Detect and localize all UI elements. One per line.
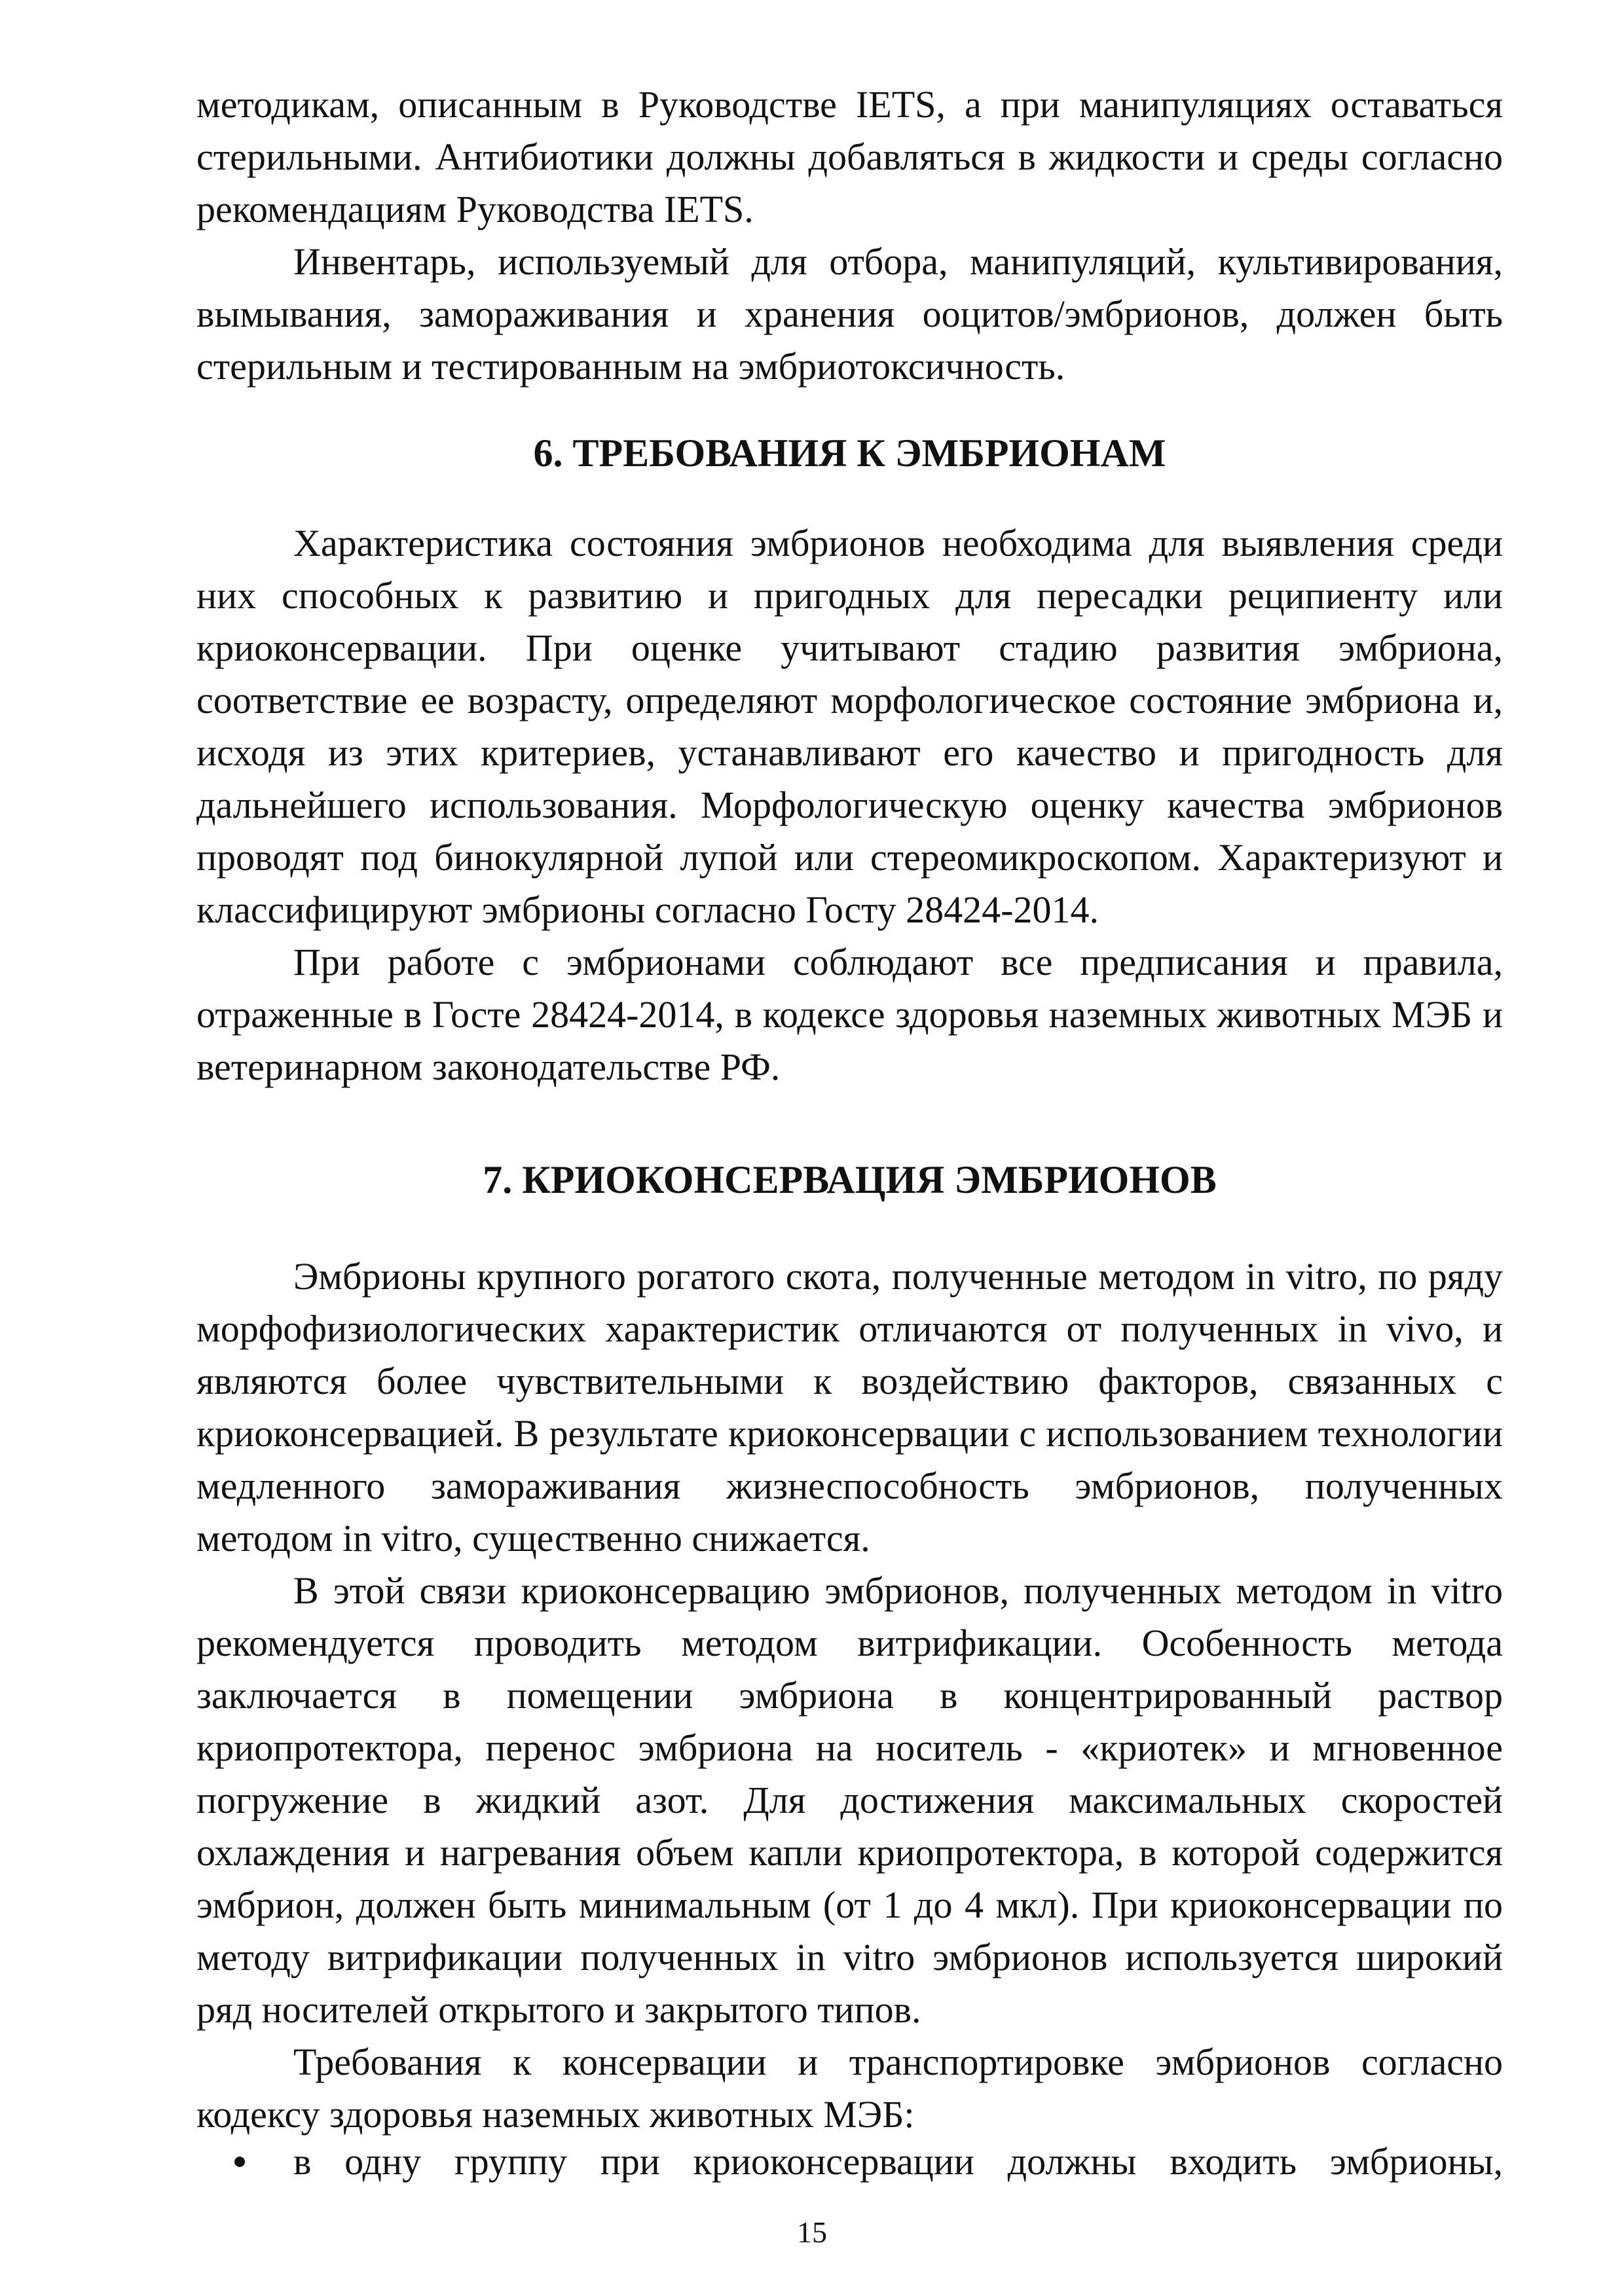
paragraph-6-line-4: криопротектора, перенос эмбриона на носитель - «криотек» и мгновенное	[196, 1726, 1503, 1769]
paragraph-7-line-1: Требования к консервации и транспортировке эмбрионов согласно	[293, 2041, 1503, 2083]
paragraph-1-line-1: методикам, описанным в Руководстве IETS, а при манипуляциях оставаться	[196, 83, 1503, 126]
paragraph-4-line-2: отраженные в Госте 28424-2014, в кодексе здоровья наземных животных МЭБ и	[196, 993, 1503, 1036]
paragraph-5-line-3: являются более чувствительными к воздействию факторов, связанных с	[196, 1360, 1503, 1402]
paragraph-4-line-1: При работе с эмбрионами соблюдают все предписания и правила,	[293, 941, 1503, 983]
bullet-marker	[234, 2157, 245, 2167]
paragraph-6-line-1: В этой связи криоконсервацию эмбрионов, полученных методом in vitro	[293, 1569, 1503, 1612]
bullet-list-item	[196, 2136, 1503, 2188]
paragraph-3-line-5: исходя из этих критериев, устанавливают его качество и пригодность для	[196, 731, 1503, 774]
paragraph-3-line-8: классифицируют эмбрионы согласно Госту 28424-2014.	[196, 888, 1099, 931]
paragraph-5-line-1: Эмбрионы крупного рогатого скота, полученные методом in vitro, по ряду	[293, 1255, 1503, 1298]
paragraph-2-line-2: вымывания, замораживания и хранения ооцитов/эмбрионов, должен быть	[196, 293, 1503, 335]
paragraph-3-line-2: них способных к развитию и пригодных для пересадки реципиенту или	[196, 574, 1503, 617]
paragraph-1-line-3: рекомендациям Руководства IETS.	[196, 188, 754, 230]
paragraph-2-line-1: Инвентарь, используемый для отбора, манипуляций, культивирования,	[293, 240, 1503, 283]
paragraph-5-line-4: криоконсервацией. В результате криоконсервации с использованием технологии	[196, 1412, 1503, 1455]
paragraph-1-line-2: стерильными. Антибиотики должны добавляться в жидкости и среды согласно	[196, 136, 1503, 178]
paragraph-5-line-2: морфофизиологических характеристик отличаются от полученных in vivo, и	[196, 1307, 1503, 1350]
paragraph-3-line-4: соответствие ее возрасту, определяют морфологическое состояние эмбриона и,	[196, 679, 1503, 721]
paragraph-5-line-6: методом in vitro, существенно снижается.	[196, 1517, 870, 1559]
paragraph-6-line-8: методу витрификации полученных in vitro эмбрионов используется широкий	[196, 1936, 1503, 1978]
section-6-heading: 6. ТРЕБОВАНИЯ К ЭМБРИОНАМ	[533, 431, 1166, 475]
paragraph-6-line-5: погружение в жидкий азот. Для достижения максимальных скоростей	[196, 1779, 1503, 1821]
paragraph-4-line-3: ветеринарном законодательстве РФ.	[196, 1046, 781, 1088]
section-7-heading: 7. КРИОКОНСЕРВАЦИЯ ЭМБРИОНОВ	[483, 1158, 1217, 1201]
paragraph-5-line-5: медленного замораживания жизнеспособность эмбрионов, полученных	[196, 1465, 1503, 1507]
paragraph-3-line-7: проводят под бинокулярной лупой или стереомикроскопом. Характеризуют и	[196, 836, 1503, 879]
paragraph-6-line-7: эмбрион, должен быть минимальным (от 1 до 4 мкл). При криоконсервации по	[196, 1884, 1503, 1926]
paragraph-6-line-6: охлаждения и нагревания объем капли криопротектора, в которой содержится	[196, 1831, 1503, 1874]
paragraph-6-line-2: рекомендуется проводить методом витрификации. Особенность метода	[196, 1622, 1503, 1664]
paragraph-6-line-3: заключается в помещении эмбриона в концентрированный раствор	[196, 1674, 1503, 1717]
paragraph-3-line-3: криоконсервации. При оценке учитывают стадию развития эмбриона,	[196, 627, 1503, 669]
page-number: 15	[797, 2215, 827, 2249]
paragraph-6-line-9: ряд носителей открытого и закрытого типов.	[196, 1988, 921, 2031]
paragraph-7-line-2: кодексу здоровья наземных животных МЭБ:	[196, 2093, 915, 2136]
paragraph-3-line-1: Характеристика состояния эмбрионов необходима для выявления среди	[293, 522, 1503, 564]
paragraph-2-line-3: стерильным и тестированным на эмбриотоксичность.	[196, 345, 1065, 388]
paragraph-3-line-6: дальнейшего использования. Морфологическую оценку качества эмбрионов	[196, 784, 1503, 826]
bullet-item-text: в одну группу при криоконсервации должны входить эмбрионы,	[293, 2140, 1503, 2183]
